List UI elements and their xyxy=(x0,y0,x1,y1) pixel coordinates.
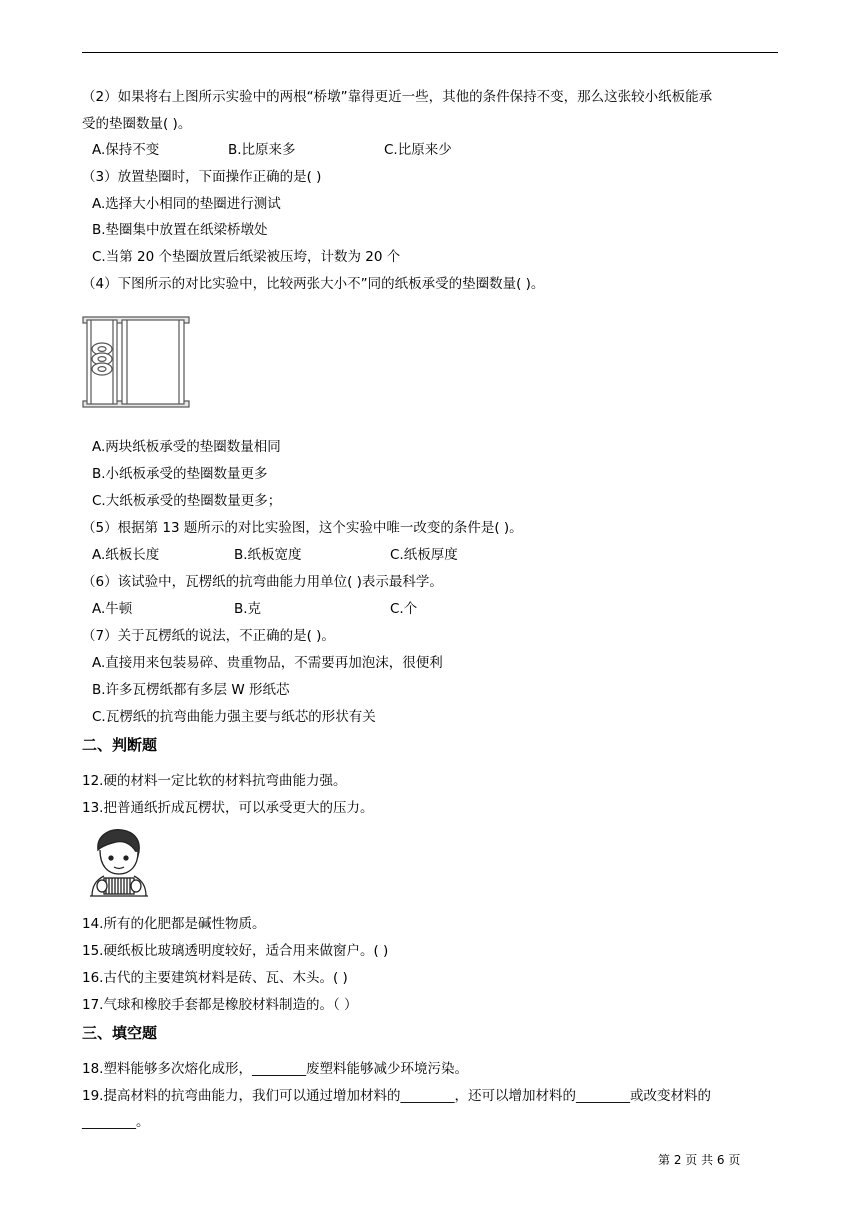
paper-board-figure xyxy=(82,314,192,410)
option-b: B.比原来多 xyxy=(228,142,296,158)
option-c: C.个 xyxy=(390,601,418,617)
option-a: A.选择大小相同的垫圈进行测试 xyxy=(92,196,281,212)
fill-item-19-line1: 19.提高材料的抗弯曲能力，我们可以通过增加材料的________，还可以增加材料的________或改变材料的 xyxy=(82,1088,711,1104)
judge-item-16: 16.古代的主要建筑材料是砖、瓦、木头。( ) xyxy=(82,970,348,986)
section-title-fill: 三、填空题 xyxy=(82,1024,158,1042)
header-rule xyxy=(82,52,778,53)
option-c: C.比原来少 xyxy=(384,142,452,158)
option-a: A.纸板长度 xyxy=(92,547,160,563)
boy-folding-paper-figure xyxy=(86,826,152,898)
question-11-4: （4）下图所示的对比实验中，比较两张大小不”同的纸板承受的垫圈数量( )。 xyxy=(82,276,545,292)
fill-item-18: 18.塑料能够多次熔化成形，________废塑料能够减少环境污染。 xyxy=(82,1061,468,1077)
option-c: C.纸板厚度 xyxy=(390,547,458,563)
section-title-judge: 二、判断题 xyxy=(82,736,158,754)
question-11-2-line1: （2）如果将右上图所示实验中的两根“桥墩”靠得更近一些，其他的条件保持不变，那么这张较小纸板能承 xyxy=(82,89,713,105)
question-11-7: （7）关于瓦楞纸的说法，不正确的是( )。 xyxy=(82,628,335,644)
option-a: A.两块纸板承受的垫圈数量相同 xyxy=(92,439,281,455)
judge-item-14: 14.所有的化肥都是碱性物质。 xyxy=(82,916,266,932)
question-11-3: （3）放置垫圈时，下面操作正确的是( ) xyxy=(82,169,322,185)
judge-item-15: 15.硬纸板比玻璃透明度较好，适合用来做窗户。( ) xyxy=(82,943,389,959)
option-c: C.当第 20 个垫圈放置后纸梁被压垮，计数为 20 个 xyxy=(92,249,401,265)
option-b: B.克 xyxy=(234,601,262,617)
option-b: B.纸板宽度 xyxy=(234,547,302,563)
page-number: 第 2 页 共 6 页 xyxy=(658,1153,741,1167)
option-b: B.许多瓦楞纸都有多层 W 形纸芯 xyxy=(92,682,290,698)
judge-item-17: 17.气球和橡胶手套都是橡胶材料制造的。（ ） xyxy=(82,997,358,1013)
fill-item-19-line2: ________。 xyxy=(82,1114,150,1130)
judge-item-12: 12.硬的材料一定比软的材料抗弯曲能力强。 xyxy=(82,773,347,789)
question-11-6: （6）该试验中，瓦楞纸的抗弯曲能力用单位( )表示最科学。 xyxy=(82,574,443,590)
option-a: A.保持不变 xyxy=(92,142,160,158)
option-a: A.直接用来包装易碎、贵重物品，不需要再加泡沫，很便利 xyxy=(92,655,443,671)
option-b: B.垫圈集中放置在纸梁桥墩处 xyxy=(92,222,268,238)
question-11-2-line2: 受的垫圈数量( )。 xyxy=(82,116,192,132)
option-b: B.小纸板承受的垫圈数量更多 xyxy=(92,466,268,482)
option-c: C.瓦楞纸的抗弯曲能力强主要与纸芯的形状有关 xyxy=(92,709,376,725)
option-a: A.牛顿 xyxy=(92,601,133,617)
question-11-5: （5）根据第 13 题所示的对比实验图，这个实验中唯一改变的条件是( )。 xyxy=(82,520,523,536)
judge-item-13: 13.把普通纸折成瓦楞状，可以承受更大的压力。 xyxy=(82,800,374,816)
option-c: C.大纸板承受的垫圈数量更多； xyxy=(92,493,282,509)
